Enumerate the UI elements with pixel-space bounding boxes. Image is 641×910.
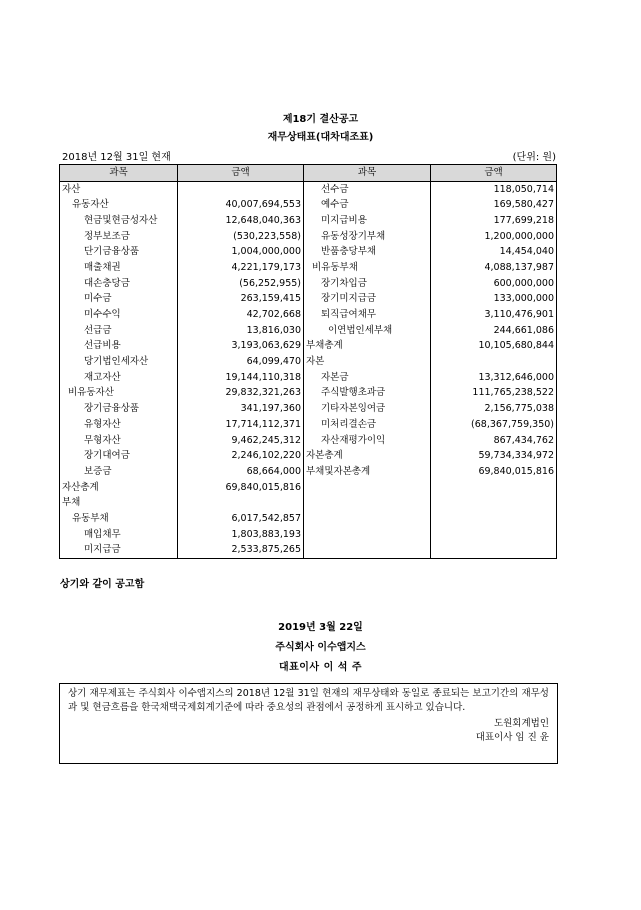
table-row xyxy=(60,448,557,464)
amount-right: 69,840,015,816 xyxy=(431,464,557,480)
amount-right xyxy=(431,354,557,370)
amount-right: 133,000,000 xyxy=(431,292,557,308)
amount-right: 59,734,334,972 xyxy=(431,448,557,464)
table-row xyxy=(60,276,557,292)
header-amount-left: 금액 xyxy=(178,165,304,182)
table-row xyxy=(60,181,557,197)
closing-statement: 상기와 같이 공고함 xyxy=(60,579,145,590)
amount-right: 111,765,238,522 xyxy=(431,386,557,402)
account-right: 이연법인세부채 xyxy=(304,323,431,339)
account-left: 선급비용 xyxy=(60,339,178,355)
account-left: 매입채무 xyxy=(60,527,178,543)
table-row xyxy=(60,527,557,543)
amount-left: 64,099,470 xyxy=(178,354,304,370)
table-row xyxy=(60,197,557,213)
account-left: 보증금 xyxy=(60,464,178,480)
audit-signer: 대표이사 임 진 윤 xyxy=(475,732,549,743)
notice-date: 2019년 3월 22일 xyxy=(278,622,363,633)
amount-right: 10,105,680,844 xyxy=(431,339,557,355)
amount-left: 42,702,668 xyxy=(178,307,304,323)
header-account-left: 과목 xyxy=(60,165,178,182)
account-left: 장기대여금 xyxy=(60,448,178,464)
account-left: 유형자산 xyxy=(60,417,178,433)
table-row xyxy=(60,370,557,386)
account-left: 자산 xyxy=(60,181,178,197)
account-left: 정부보조금 xyxy=(60,229,178,245)
account-right: 유동성장기부채 xyxy=(304,229,431,245)
account-left: 유동부채 xyxy=(60,511,178,527)
header-account-right: 과목 xyxy=(304,165,431,182)
account-right: 예수금 xyxy=(304,197,431,213)
table-header-row xyxy=(60,165,557,182)
company-name: 주식회사 이수앱지스 xyxy=(275,642,366,653)
account-left: 단기금융상품 xyxy=(60,244,178,260)
account-right: 자본 xyxy=(304,354,431,370)
account-left: 유동자산 xyxy=(60,197,178,213)
account-right: 장기미지급금 xyxy=(304,292,431,308)
table-row xyxy=(60,229,557,245)
account-left: 부채 xyxy=(60,495,178,511)
amount-left: 68,664,000 xyxy=(178,464,304,480)
account-left: 재고자산 xyxy=(60,370,178,386)
account-left: 미지급금 xyxy=(60,543,178,559)
amount-left: 69,840,015,816 xyxy=(178,480,304,496)
account-left: 현금및현금성자산 xyxy=(60,213,178,229)
amount-right: 169,580,427 xyxy=(431,197,557,213)
account-left: 대손충당금 xyxy=(60,276,178,292)
as-of-date: 2018년 12월 31일 현재 xyxy=(62,152,171,163)
amount-left: 2,246,102,220 xyxy=(178,448,304,464)
table-row xyxy=(60,495,557,511)
audit-firm: 도원회계법인 xyxy=(493,718,549,729)
amount-right: 177,699,218 xyxy=(431,213,557,229)
amount-left: 9,462,245,312 xyxy=(178,433,304,449)
account-left: 매출채권 xyxy=(60,260,178,276)
amount-right: 867,434,762 xyxy=(431,433,557,449)
amount-left: 12,648,040,363 xyxy=(178,213,304,229)
amount-right: (68,367,759,350) xyxy=(431,417,557,433)
account-left: 비유동자산 xyxy=(60,386,178,402)
ceo-name: 대표이사 이 석 주 xyxy=(278,662,363,673)
amount-right: 14,454,040 xyxy=(431,244,557,260)
amount-left: 13,816,030 xyxy=(178,323,304,339)
statement-title: 재무상태표(대차대조표) xyxy=(267,132,374,143)
amount-left: 1,004,000,000 xyxy=(178,244,304,260)
table-row xyxy=(60,386,557,402)
table-row xyxy=(60,339,557,355)
amount-right: 3,110,476,901 xyxy=(431,307,557,323)
account-right: 주식발행초과금 xyxy=(304,386,431,402)
account-right: 기타자본잉여금 xyxy=(304,401,431,417)
account-right: 반품충당부채 xyxy=(304,244,431,260)
account-right xyxy=(304,511,431,527)
account-right: 장기차입금 xyxy=(304,276,431,292)
account-right: 선수금 xyxy=(304,181,431,197)
amount-right xyxy=(431,527,557,543)
table-row xyxy=(60,323,557,339)
account-right xyxy=(304,480,431,496)
amount-right xyxy=(431,543,557,559)
table-row xyxy=(60,417,557,433)
amount-left: 2,533,875,265 xyxy=(178,543,304,559)
account-right: 자산재평가이익 xyxy=(304,433,431,449)
amount-left: 3,193,063,629 xyxy=(178,339,304,355)
audit-opinion-box xyxy=(59,683,558,764)
table-row xyxy=(60,244,557,260)
amount-right xyxy=(431,511,557,527)
amount-right: 118,050,714 xyxy=(431,181,557,197)
account-right: 미지급비용 xyxy=(304,213,431,229)
table-row xyxy=(60,292,557,308)
table-row xyxy=(60,354,557,370)
table-row xyxy=(60,213,557,229)
account-right: 미처리결손금 xyxy=(304,417,431,433)
account-right xyxy=(304,543,431,559)
account-right: 퇴직급여채무 xyxy=(304,307,431,323)
amount-left: 4,221,179,173 xyxy=(178,260,304,276)
unit-label: (단위: 원) xyxy=(512,152,556,163)
amount-left: (530,223,558) xyxy=(178,229,304,245)
amount-left: 40,007,694,553 xyxy=(178,197,304,213)
notice-title: 제18기 결산공고 xyxy=(282,114,359,125)
amount-left: 17,714,112,371 xyxy=(178,417,304,433)
table-row xyxy=(60,401,557,417)
amount-left xyxy=(178,495,304,511)
amount-left: 1,803,883,193 xyxy=(178,527,304,543)
table-row xyxy=(60,307,557,323)
table-row xyxy=(60,480,557,496)
amount-left: 263,159,415 xyxy=(178,292,304,308)
amount-right: 1,200,000,000 xyxy=(431,229,557,245)
account-left: 미수수익 xyxy=(60,307,178,323)
account-right: 부채및자본총계 xyxy=(304,464,431,480)
table-row xyxy=(60,433,557,449)
account-right: 부채총계 xyxy=(304,339,431,355)
amount-left: 29,832,321,263 xyxy=(178,386,304,402)
table-row xyxy=(60,260,557,276)
audit-opinion-text: 상기 재무제표는 주식회사 이수앱지스의 2018년 12월 31일 현재의 재무상태와 동일로 종료되는 보고기간의 재무성과 및 현금흐름을 한국채택국제회계기준에 따라 중요성의 관점에서 공정하게 표시하고 있습니다. xyxy=(68,688,549,713)
amount-right: 4,088,137,987 xyxy=(431,260,557,276)
account-left: 미수금 xyxy=(60,292,178,308)
amount-right: 13,312,646,000 xyxy=(431,370,557,386)
account-left: 장기금융상품 xyxy=(60,401,178,417)
amount-left: 6,017,542,857 xyxy=(178,511,304,527)
amount-left: 341,197,360 xyxy=(178,401,304,417)
amount-right xyxy=(431,480,557,496)
account-right: 자본총계 xyxy=(304,448,431,464)
table-row xyxy=(60,511,557,527)
account-right: 비유동부채 xyxy=(304,260,431,276)
account-right xyxy=(304,527,431,543)
amount-right: 600,000,000 xyxy=(431,276,557,292)
amount-right: 2,156,775,038 xyxy=(431,401,557,417)
account-left: 자산총계 xyxy=(60,480,178,496)
balance-sheet-table xyxy=(59,164,557,559)
table-row xyxy=(60,464,557,480)
amount-right: 244,661,086 xyxy=(431,323,557,339)
account-right xyxy=(304,495,431,511)
account-left: 선급금 xyxy=(60,323,178,339)
amount-right xyxy=(431,495,557,511)
amount-left: (56,252,955) xyxy=(178,276,304,292)
amount-left xyxy=(178,181,304,197)
balance-sheet-body xyxy=(60,181,557,559)
amount-left: 19,144,110,318 xyxy=(178,370,304,386)
account-right: 자본금 xyxy=(304,370,431,386)
header-amount-right: 금액 xyxy=(431,165,557,182)
account-left: 당기법인세자산 xyxy=(60,354,178,370)
account-left: 무형자산 xyxy=(60,433,178,449)
table-row xyxy=(60,543,557,559)
